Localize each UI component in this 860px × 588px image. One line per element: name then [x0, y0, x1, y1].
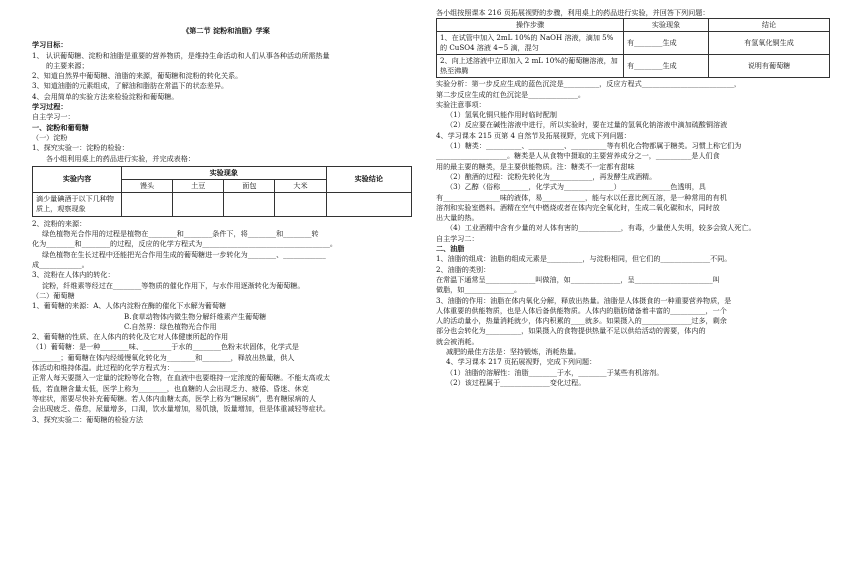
text-line: 化为________和________的过程，反应的化学方程式为____________________________________。 — [32, 239, 338, 249]
text-line: 3、油脂的作用：油脂在体内氧化分解，释放出热量。油脂是人体摄食的一种重要营养物质，是 — [436, 295, 732, 305]
text-line: 淀粉，纤维素等经过在________等物质的催化作用下，与水作用逐渐转化为葡萄糖。 — [42, 280, 305, 290]
text-line: 用的最主要的糖类，是主要供能物质。注：糖类不一定都有甜味 — [436, 161, 635, 171]
text-line: （1）油脂的溶解性：油脂________于水，________于某些有机溶剂。 — [446, 367, 664, 377]
text-line: （3）乙醇（俗称________，化学式为______________）______________色透明，具 — [446, 182, 706, 192]
text-line: 4、学习课本 217 页拓展视野，完成下列问题： — [446, 357, 597, 367]
text-line: 低，若血糖含量太低，医学上称为________，也血糖的人会出现乏力、疲倦、昏迷、休克 — [32, 383, 309, 393]
text-line: 溶剂和实验室燃料。酒精在空气中燃烧或者在体内完全氧化时，生成二氧化碳和水，同时放 — [436, 202, 720, 212]
conclusion-cell: 说明有葡萄糖 — [709, 55, 830, 78]
right-column — [436, 0, 832, 388]
right-intro: 各小组按照课本 216 页拓展视野的步骤，利用桌上的药品进行实验，并回答下列问题： — [436, 8, 710, 17]
text-line: 在常温下通常呈______________叫做油，如______________，呈______________________叫 — [436, 274, 720, 284]
text-line: 3、知道油脂的元素组成，了解油和脂肪在常温下的状态差异。 — [32, 81, 229, 91]
text-line: （4）工业酒精中含有少量的对人体有害的____________，有毒，少量使人失明，较多会致人死亡。 — [446, 223, 756, 233]
phenomenon-cell: 有________生成 — [624, 32, 709, 55]
header-content: 实验内容 — [33, 166, 122, 192]
right-section — [436, 79, 832, 388]
left-column — [32, 0, 420, 425]
text-line: 有________________味的液体，易____________，能与水以任意比例互溶，是一种常用的有机 — [436, 192, 727, 202]
text-line: ____________________。糖类是人从食物中摄取的主要营养成分之一，__________是人们食 — [436, 151, 720, 161]
row-content: 滴少量碘酒于以下几种物质上，观察现象 — [33, 192, 122, 216]
cell-empty — [173, 192, 224, 216]
text-line: 各小组利用桌上的药品进行实验，并完成表格： — [46, 153, 195, 163]
text-line: 3、淀粉在人体内的转化： — [32, 270, 115, 280]
text-line: 4、学习课本 215 页第 4 自然节及拓展视野，完成下列问题： — [436, 130, 631, 140]
text-line: 实验分析：第一步反应生成的蓝色沉淀是__________，反应方程式__________________________， — [436, 79, 742, 89]
text-line: 2、知道自然界中葡萄糖、油脂的来源，葡萄糖和淀粉的转化关系。 — [32, 71, 243, 81]
text-line: 一、淀粉和葡萄糖 — [32, 122, 89, 132]
document-title: 《第二节 淀粉和油脂》学案 — [182, 26, 270, 35]
text-line: 部分也会转化为__________，如果摄入的食物提供热量不足以供给活动的需要，体内的 — [436, 326, 706, 336]
text-line: 1、油脂的组成：油脂的组成元素是__________，与淀粉相同，但它们的______________不同。 — [436, 254, 732, 264]
text-line: 成____________。 — [32, 260, 89, 270]
text-line: 2、油脂的类别： — [436, 264, 491, 274]
text-line: （1）葡萄糖：是一种________味、________于水的________色粉末状固体，化学式是 — [32, 342, 299, 352]
sub-header: 面包 — [224, 179, 275, 192]
text-line: （1）氢氧化铜只能作用时临时配制 — [446, 110, 557, 120]
text-line: 学习过程： — [32, 102, 68, 112]
text-line: 3、探究实验二：葡萄糖的检验方法 — [32, 414, 143, 424]
text-line: 人的活动量小，热量消耗就少，体内积累的____就多。如果摄入的______________过多，剩余 — [436, 316, 727, 326]
conclusion-cell: 有氢氧化铜生成 — [709, 32, 830, 55]
text-line: （二）葡萄糖 — [32, 290, 75, 300]
text-line: （2）该过程属于______________变化过程。 — [446, 377, 586, 387]
header-conclusion: 结论 — [709, 19, 830, 32]
text-line: （2）酿酒的过程：淀粉先转化为____________，再发酵生成酒精。 — [446, 171, 657, 181]
text-line: B.食草动物体内微生物分解纤维素产生葡萄糖 — [124, 311, 267, 321]
header-step: 操作步骤 — [437, 19, 624, 32]
starch-test-table — [32, 166, 412, 217]
phenomenon-cell: 有________生成 — [624, 55, 709, 78]
text-line: 自主学习二： — [436, 233, 479, 243]
text-line: 学习目标： — [32, 40, 68, 50]
text-line: ________；葡萄糖在体内经缓慢氧化转化为________和________，释放出热量，供人 — [32, 352, 295, 362]
text-line: C.自然界：绿色植物光合作用 — [124, 321, 217, 331]
text-line: 会出现疲乏、倦怠，尿量增多，口渴，饮水量增加，易饥饿，饭量增加，但是体重减轻等症状。 — [32, 404, 330, 414]
step-cell: 1、在试管中加入 2mL 10%的 NaOH 溶液，滴加 5%的 CuSO4 溶液 4~5 滴，混匀 — [437, 32, 624, 55]
text-line: 自主学习一： — [32, 112, 75, 122]
text-line: 第二步反应生成的红色沉淀是______________。 — [436, 89, 585, 99]
text-line: 1、探究实验一：淀粉的检验： — [32, 143, 129, 153]
text-line: （1）糖类：__________、__________、__________等有机化合物都属于糖类。习惯上称它们为 — [446, 141, 742, 151]
cell-empty — [326, 192, 411, 216]
header-phenomenon: 实验现象 — [122, 166, 327, 179]
text-line: （2）反应要在碱性溶液中进行，所以实验时，要在过量的氢氧化钠溶液中滴加硫酸铜溶液 — [446, 120, 728, 130]
text-line: 1、 认识葡萄糖、淀粉和油脂是重要的营养物质，是维持生命活动和人们从事各种活动所需热量 — [32, 50, 330, 60]
text-line: 正常人每天要摄入一定量的淀粉等化合物，在血液中也要维持一定浓度的葡萄糖。不能太高或太 — [32, 373, 330, 383]
text-line: 出大量的热。 — [436, 213, 479, 223]
sub-header: 土豆 — [173, 179, 224, 192]
text-line: 做脂，如______________。 — [436, 285, 522, 295]
text-line: 二、油脂 — [436, 244, 465, 254]
text-line: （一）淀粉 — [32, 132, 68, 142]
text-line: 减肥的最佳方法是：坚持锻炼，消耗热量。 — [446, 347, 581, 357]
sub-header: 大米 — [275, 179, 326, 192]
text-line: 等症状，需要尽快补充葡萄糖。若人体内血糖太高，医学上称为“糖尿病”，患有糖尿病的人 — [32, 393, 316, 403]
text-line: 1、葡萄糖的来源：A、人体内淀粉在酶的催化下水解为葡萄糖 — [32, 301, 227, 311]
text-line: 就会被消耗。 — [436, 336, 479, 346]
text-line: 4、会用简单的实验方法来检验淀粉和葡萄糖。 — [32, 91, 179, 101]
text-line: 绿色植物光合作用的过程是植物在________和________条件下，将________和________转 — [42, 229, 319, 239]
text-line: 2、葡萄糖的性质、在人体内的转化及它对人体健康所起的作用 — [32, 332, 229, 342]
sub-header: 馒头 — [122, 179, 173, 192]
glucose-test-table — [436, 18, 830, 78]
text-line: 2、淀粉的来源： — [32, 218, 87, 228]
text-line: 绿色植物在生长过程中还能把光合作用生成的葡萄糖进一步转化为________、____________ — [42, 249, 326, 259]
step-cell: 2、向上述溶液中立即加入 2 mL 10%的葡萄糖溶液，加热至沸腾 — [437, 55, 624, 78]
text-line: 实验注意事项： — [436, 99, 486, 109]
text-line: 体活动和维持体温。此过程的化学方程式为：__________________ — [32, 363, 238, 373]
header-conclusion: 实验结论 — [326, 166, 411, 192]
header-phenomenon: 实验现象 — [624, 19, 709, 32]
left-section-a — [32, 40, 420, 164]
cell-empty — [275, 192, 326, 216]
cell-empty — [224, 192, 275, 216]
text-line: 人体重要的供能物质，也是人体后备供能物质。人体内的脂肪储备着丰富的__________，一个 — [436, 305, 727, 315]
cell-empty — [122, 192, 173, 216]
text-line: 的主要来源； — [46, 60, 89, 70]
left-section-b — [32, 219, 420, 425]
